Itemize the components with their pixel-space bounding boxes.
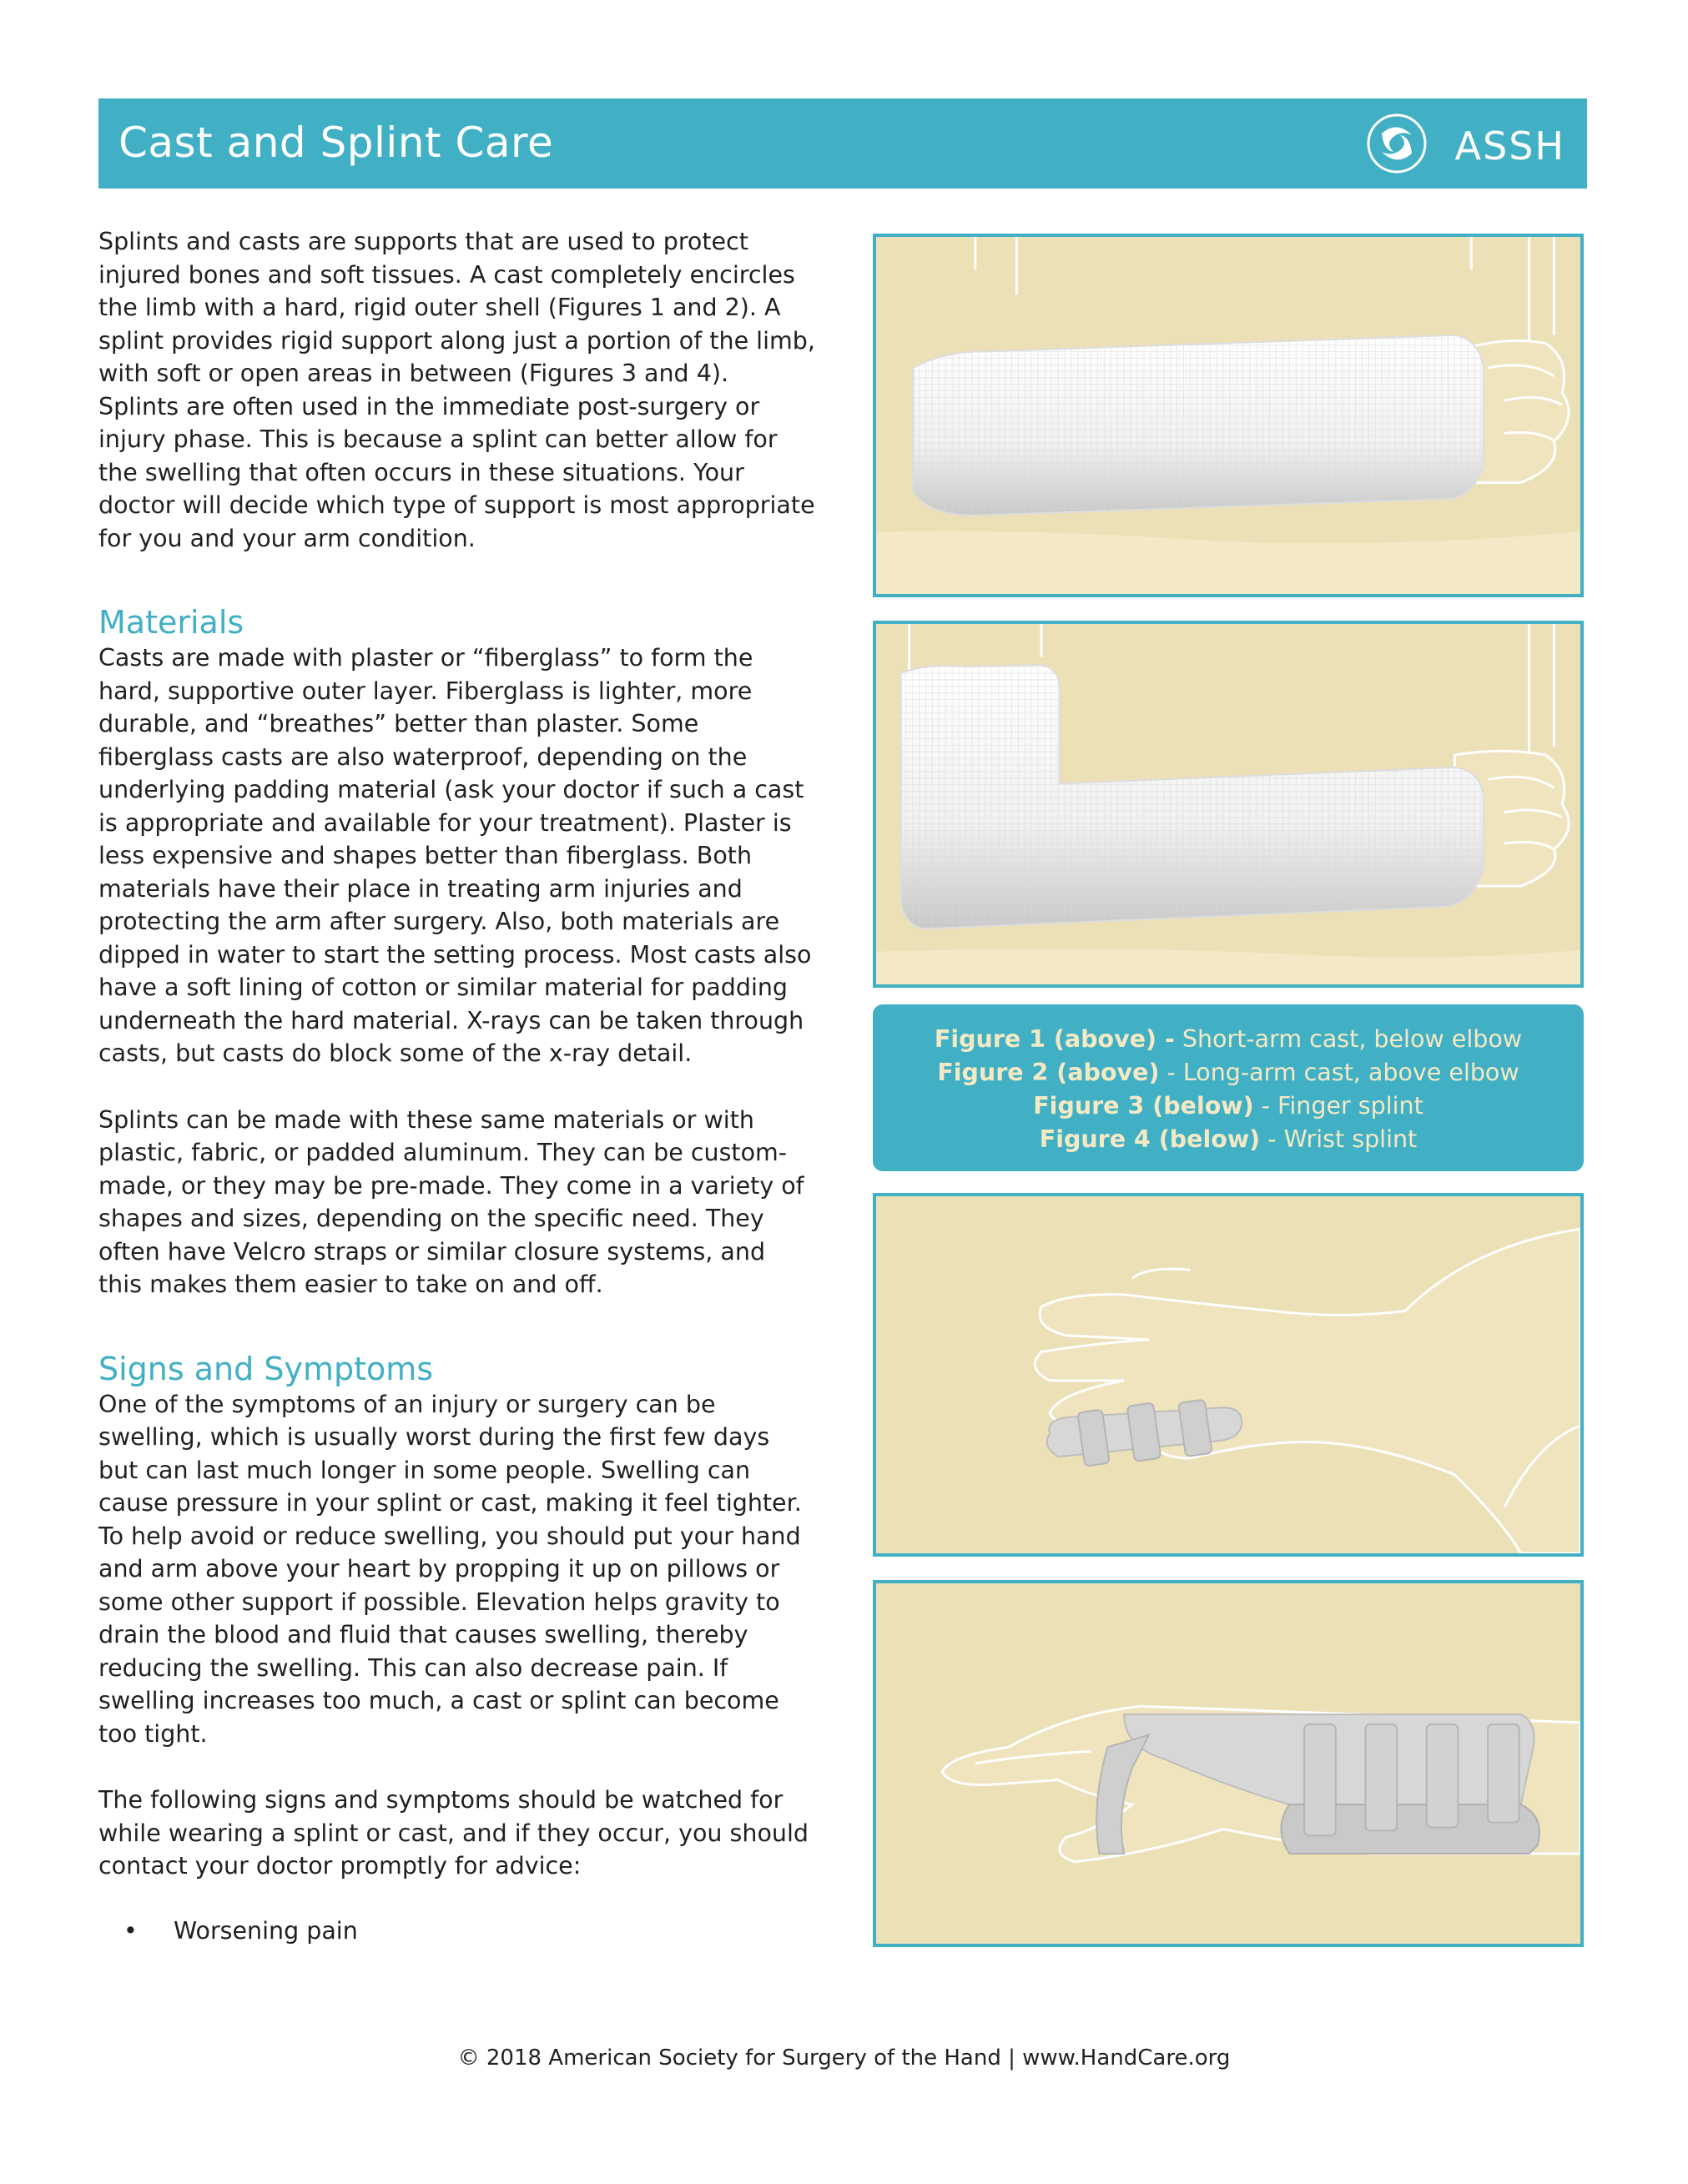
list-item: • Worsening pain (98, 1915, 816, 1948)
caption-line-1: Figure 1 (above) - Short-arm cast, below elbow (934, 1025, 1523, 1053)
figure-2-long-arm-cast (873, 621, 1584, 988)
figure-1-short-arm-cast (873, 234, 1584, 597)
logo-text: ASSH (1454, 123, 1565, 169)
materials-heading: Materials (98, 604, 244, 641)
figure-caption (873, 1004, 1584, 1171)
signs-paragraph-1: One of the symptoms of an injury or surgery can be swelling, which is usually worst during the first few days but can last much longer in some people. Swelling can cause pressure in your splint or cast, making it feel tighter. To help avoid or reduce swelling, you should put your hand and arm above your heart by propping it up on pillows or some other support if possible. Elevation helps gravity to drain the blood and fluid that causes swelling, thereby reducing the swelling. This can also decrease pain. If swelling increases too much, a cast or splint can become too tight. (98, 1390, 802, 1748)
caption-line-3: Figure 3 (below) - Finger splint (1033, 1092, 1423, 1120)
materials-paragraph-1: Casts are made with plaster or “fiberglass” to form the hard, supportive outer layer. Fiberglass is lighter, more durable, and “breathes” better than plaster. Some fiberglass casts are also waterproof, depending on the underlying padding material (ask your doctor if such a cast is appropriate and available for your treatment). Plaster is less expensive and shapes better than fiberglass. Both materials have their place in treating arm injuries and protecting the arm after surgery. Also, both materials are dipped in water to start the setting process. Most casts also have a soft lining of cotton or similar material for padding underneath the hard material. X-rays can be taken through casts, but casts do block some of the x-ray detail. (98, 644, 812, 1067)
page-header (98, 98, 1587, 189)
article-body (98, 225, 816, 1947)
figure-3-finger-splint (873, 1193, 1584, 1557)
page-footer: © 2018 American Society for Surgery of the Hand | www.HandCare.org (457, 2046, 1231, 2071)
caption-line-2: Figure 2 (above) - Long-arm cast, above elbow (937, 1059, 1519, 1086)
page-title: Cast and Splint Care (118, 118, 554, 167)
figure-4-wrist-splint (873, 1580, 1584, 1947)
materials-paragraph-2: Splints can be made with these same materials or with plastic, fabric, or padded aluminum. They can be custom-made, or they may be pre-made. They come in a variety of shapes and sizes, depending on the specific need. They often have Velcro straps or similar closure systems, and this makes them easier to take on and off. (98, 1105, 804, 1298)
caption-line-4: Figure 4 (below) - Wrist splint (1039, 1125, 1418, 1153)
intro-paragraph: Splints and casts are supports that are used to protect injured bones and soft tissues. A cast completely encircles the limb with a hard, rigid outer shell (Figures 1 and 2). A splint provides rigid support along just a portion of the limb, with soft or open areas in between (Figures 3 and 4). Splints are often used in the immediate post-surgery or injury phase. This is because a splint can better allow for the swelling that often occurs in these situations. Your doctor will decide which type of support is most appropriate for you and your arm condition. (98, 228, 815, 552)
assh-logo (1365, 110, 1565, 177)
signs-paragraph-2: The following signs and symptoms should be watched for while wearing a splint or cast, and if they occur, you should contact your doctor promptly for advice: (98, 1786, 809, 1880)
symptom-list (98, 1915, 816, 1948)
signs-heading: Signs and Symptoms (98, 1350, 434, 1387)
logo-swirl-icon (1365, 112, 1429, 175)
